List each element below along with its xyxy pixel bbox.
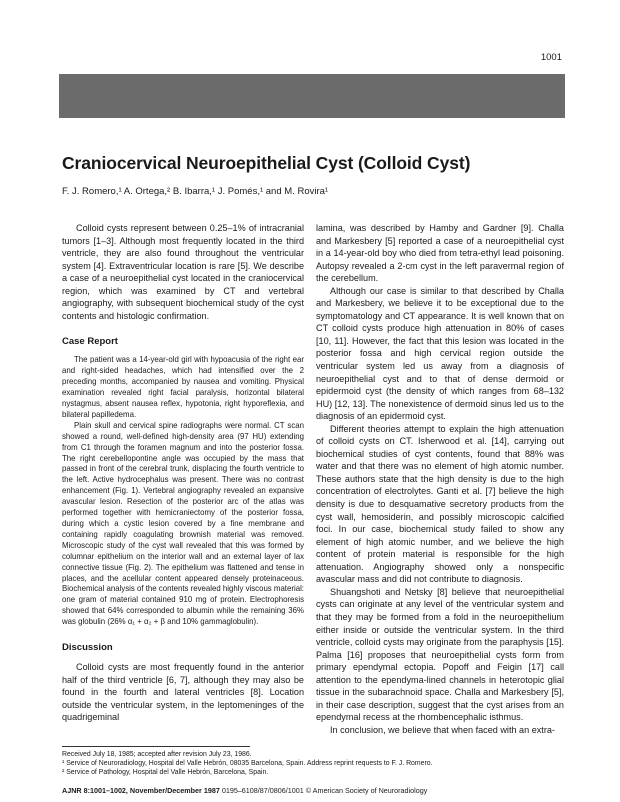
footnote-divider (62, 746, 250, 747)
discussion-paragraph: In conclusion, we believe that when faced with an extra- (330, 724, 555, 735)
case-report-paragraph: Plain skull and cervical spine radiographs were normal. CT scan showed a round, well-defined high-density area (97 HU) extending from C1 through the foramen magnum and into the posterior fossa. The right cerebellopontine angle was occupied by the mass that passed in front of the cerebral trunk, displacing the fourth ventricle to the left. Active hydrocephalus was present. There was no contrast enhancement (Fig. 1). Vertebral angiography revealed an expansive avascular lesion. Resection of the posterior arc of the atlas was performed together with hemicraniectomy of the posterior fossa, during which a cystic lesion covered by a fine membrane and containing rapidly coagulating brownish material was removed. Microscopic study of the cyst wall revealed that this was formed by columnar epithelium on the interior wall and an external layer of lax connective tissue (Fig. 2). The epithelium was flattened and tense in places, and the acellular content appeared densely proteinaceous. Biochemical analysis of the contents revealed highly viscous material: one gram of material contained 910 mg of protein. Electrophoresis showed that 64% corresponded to albumin while the remaining 36% was globulin (26% α₁ + α₂ + β and 10% gammaglobulin). (62, 420, 304, 627)
discussion-heading: Discussion (62, 642, 113, 654)
author-list: F. J. Romero,¹ A. Ortega,² B. Ibarra,¹ J. Pomés,¹ and M. Rovira¹ (62, 186, 329, 197)
footnote-2: ² Service of Pathology, Hospital del Valle Hebrón, Barcelona, Spain. (62, 768, 269, 776)
received-date-note: Received July 18, 1985; accepted after revision July 23, 1986. (62, 751, 252, 758)
discussion-paragraph: Shuangshoti and Netsky [8] believe that neuroepithelial cysts can originate at any level of the ventricular system and that they may be formed from a fold in the neuroepithelium either inside or outside the ventricular system. In the third ventricle, colloid cysts may originate from the paraphysis [15]. Palma [16] proposes that neuroepithelial cysts form from primary ependymal ectopia. Popoff and Feigin [17] call attention to the ependyma-lined channels in heterotopic glial tissue in the subarachnoid space. Challa and Markesbery [5], in their case description, suggest that the cyst arises from an ependymal recess at the rhombencephalic isthmus. (316, 586, 564, 723)
footnote-1: ¹ Service of Neuroradiology, Hospital del Valle Hebrón, 08035 Barcelona, Spain. Address reprint requests to F. J. Romero. (62, 760, 433, 767)
discussion-paragraph: Different theories attempt to explain the high attenuation of colloid cysts on CT. Isherwood et al. [14], carrying out biochemical studies of cyst contents, found that 88% was water and that there was no element of high atomic number. These authors state that the high density is due to the high concentration of electrolytes. Ganti et al. [7] believe the high density is due to desquamative secretory products from the cyst wall, hemosiderin, and possibly microscopic calcified foci. In our case, biochemical study failed to show any element of high atomic number, and we believe the high content of protein material is responsible for the high attenuation. Angiography showed only a nonspecific avascular mass and did not contribute to diagnosis. (316, 423, 564, 585)
journal-citation (62, 786, 427, 795)
journal-citation-issue: AJNR 8:1001–1002, November/December 1987 (62, 786, 220, 795)
case-report-heading: Case Report (62, 336, 118, 348)
page-number: 1001 (540, 52, 562, 63)
header-banner (59, 74, 565, 118)
journal-citation-copyright: 0195–6108/87/0806/1001 © American Society of Neuroradiology (219, 786, 428, 795)
intro-paragraph: Colloid cysts represent between 0.25–1% of intracranial tumors [1–3]. Although most frequently located in the third ventricle, they are also found throughout the ventricular system [4]. Extraventricular location is rare [5]. We describe a case of a neuroepithelial cyst located in the craniocervical region, which was examined by CT and vertebral angiography, with subsequent biochemical study of the cyst contents and histologic confirmation. (62, 223, 304, 321)
discussion-paragraph: lamina, was described by Hamby and Gardner [9]. Challa and Markesbery [5] reported a case of a neuroepithelial cyst in a 14-year-old boy who died from tetra-ethyl lead poisoning. Autopsy revealed a 2-cm cyst in the left paravermal region of the cerebellum. (316, 223, 564, 284)
case-report-paragraph: The patient was a 14-year-old girl with hypoacusia of the right ear and right-sided headaches, which had intensified over the 2 preceding months, accompanied by nausea and vomiting. Physical examination revealed right facial paralysis, horizontal bilateral nystagmus, absent nausea reflex, hypotonia, right hyporeflexia, and bilateral papilledema. (62, 355, 304, 419)
discussion-paragraph: Colloid cysts are most frequently found in the anterior half of the third ventricle [6, 7], although they may also be found in the fourth and lateral ventricles [8]. Location outside the ventricular system, in the leptomeninges of the quadrigeminal (62, 662, 304, 723)
right-column (316, 222, 564, 736)
article-title: Craniocervical Neuroepithelial Cyst (Colloid Cyst) (62, 153, 471, 173)
left-column (62, 222, 304, 724)
discussion-paragraph: Although our case is similar to that described by Challa and Markesbery, we believe it to be exceptional due to the symptomatology and CT appearance. It is well known that on CT colloid cysts produce high attenuation in 80% of cases [10, 11]. However, the fact that this lesion was located in the posterior fossa and high cervical region outside the ventricular system led us away from a diagnosis of neuroepithelial cyst and to that of dense dermoid or epidermoid cyst (the density of which ranges from 68–132 HU) [12, 13]. The nonexistence of dermoid sinus led us to the diagnosis of an epidermoid cyst. (316, 285, 564, 422)
